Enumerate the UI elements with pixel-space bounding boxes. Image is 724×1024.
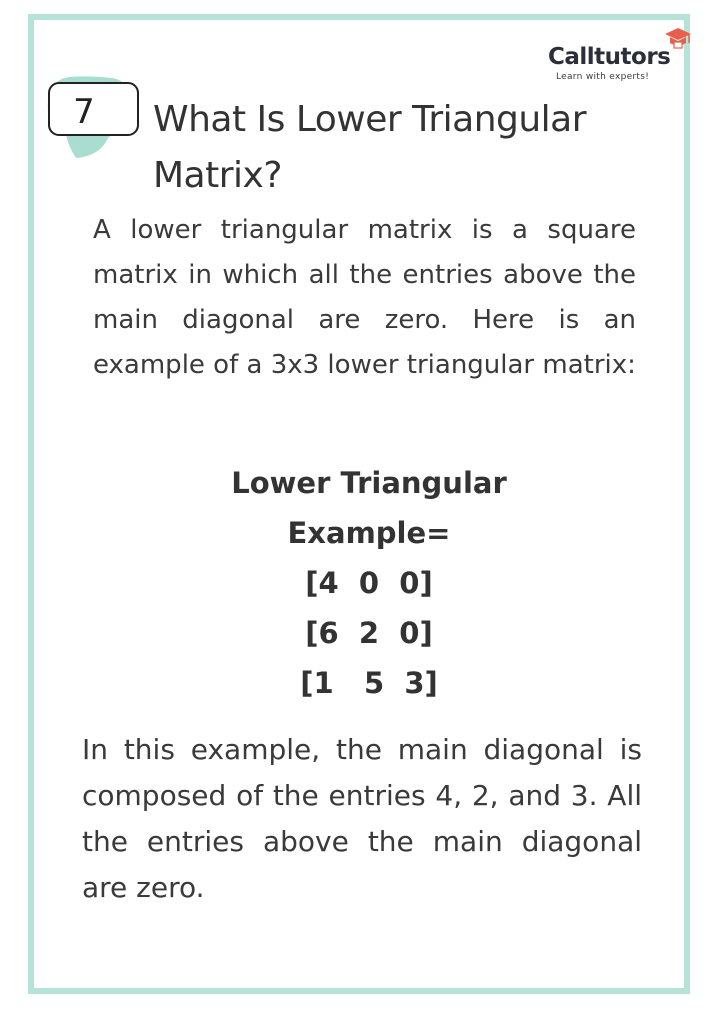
badge-shape xyxy=(46,76,146,166)
page-title: What Is Lower Triangular Matrix? xyxy=(153,99,587,196)
intro-paragraph: A lower triangular matrix is a square matrix in which all the entries above the main diagonal are zero. Here is an example of a 3x3 lower triangular matrix: xyxy=(93,215,636,380)
matrix-row-1: [4 0 0] xyxy=(305,566,433,600)
explanation-paragraph: In this example, the main diagonal is composed of the entries 4, 2, and 3. All the entries above the main diagonal are zero. xyxy=(82,733,642,904)
matrix-example xyxy=(169,458,569,708)
section-number: 7 xyxy=(73,92,95,132)
section-number-badge xyxy=(46,76,146,166)
logo-tagline: Learn with experts! xyxy=(556,72,650,82)
calltutors-logo xyxy=(548,44,688,88)
example-heading-line-1: Lower Triangular xyxy=(231,466,507,500)
example-heading-line-2: Example= xyxy=(287,516,451,550)
matrix-row-2: [6 2 0] xyxy=(305,616,433,650)
matrix-row-3: [1 5 3] xyxy=(300,666,438,700)
logo-name: Calltutors xyxy=(548,44,671,70)
